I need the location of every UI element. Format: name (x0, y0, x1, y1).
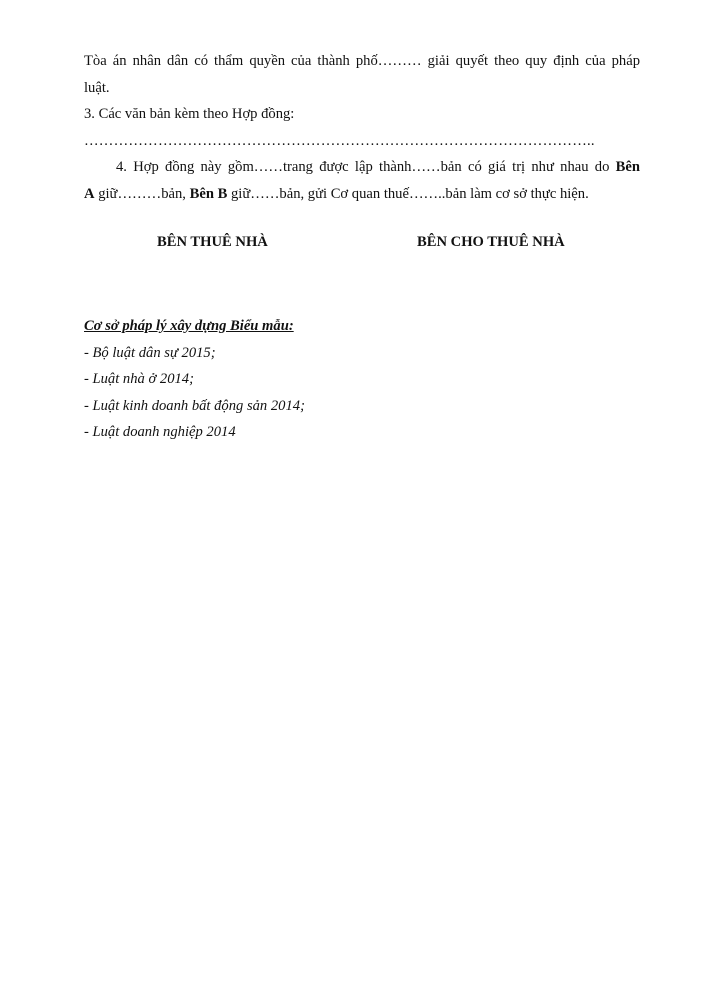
legal-basis-item: - Bộ luật dân sự 2015; (84, 344, 216, 361)
court-jurisdiction-line: Tòa án nhân dân có thẩm quyền của thành phố……… giải quyết theo quy định của pháp (84, 53, 640, 69)
party-a-label-2: A (84, 185, 95, 202)
copies-text-3: giữ……bản, gửi Cơ quan thuế……..bản làm cơ sở thực hiện. (227, 185, 589, 202)
copies-text-2: giữ………bản, (94, 185, 190, 202)
court-jurisdiction-line-end: luật. (84, 79, 110, 96)
party-a-label-1: Bên (615, 159, 640, 175)
legal-basis-item: - Luật kinh doanh bất động sản 2014; (84, 397, 305, 414)
document-body (84, 48, 640, 207)
copies-text-1: 4. Hợp đồng này gồm……trang được lập thành……bản có giá trị như nhau do (116, 159, 616, 175)
contract-copies-paragraph-cont (84, 181, 640, 208)
legal-basis-item: - Luật nhà ở 2014; (84, 371, 194, 387)
tenant-signature-label: BÊN THUÊ NHÀ (157, 234, 268, 250)
landlord-signature-label: BÊN CHO THUÊ NHÀ (417, 234, 565, 250)
attachments-heading: 3. Các văn bản kèm theo Hợp đồng: (84, 106, 295, 122)
signature-block (84, 234, 640, 260)
legal-basis-section (84, 313, 640, 446)
legal-basis-item: - Luật doanh nghiệp 2014 (84, 424, 236, 440)
contract-copies-paragraph (84, 154, 640, 181)
party-b-label: Bên B (189, 185, 228, 202)
attachments-fill-line: ………………………………………………………………………………………….. (84, 132, 595, 149)
legal-basis-heading: Cơ sở pháp lý xây dựng Biểu mẫu: (84, 318, 294, 334)
